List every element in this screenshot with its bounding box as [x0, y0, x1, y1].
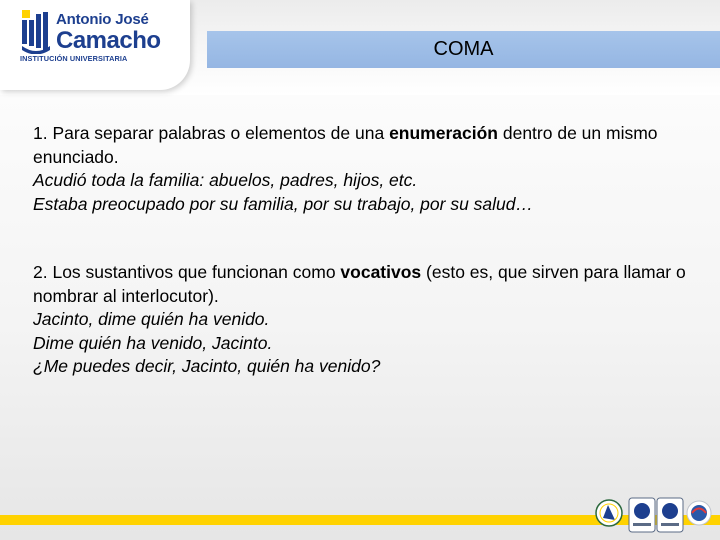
title-bar	[207, 31, 720, 68]
rule-2-example-1: Jacinto, dime quién ha venido.	[33, 309, 270, 329]
slide-content	[33, 122, 693, 379]
rule-2-keyword: vocativos	[340, 262, 422, 282]
rule-1-example-1: Acudió toda la familia: abuelos, padres, hijos, etc.	[33, 170, 418, 190]
rule-1-keyword: enumeración	[389, 123, 498, 143]
slide-title: COMA	[433, 38, 494, 60]
university-logo	[0, 0, 190, 90]
rule-2-example-3: ¿Me puedes decir, Jacinto, quién ha venido?	[33, 356, 381, 376]
rule-2-example-2: Dime quién ha venido, Jacinto.	[33, 332, 273, 353]
rule-1-example-2: Estaba preocupado por su familia, por su trabajo, por su salud…	[33, 193, 534, 214]
logo-name-line2: Camacho	[56, 27, 161, 54]
accreditation-seal-icon	[594, 496, 624, 536]
section-gap	[33, 216, 693, 261]
iqnet-certification-icon	[684, 496, 714, 536]
university-emblem-icon	[22, 10, 52, 54]
rule-2-statement: 2. Los sustantivos que funcionan como vocativos (esto es, que sirven para llamar o nombrar al interlocutor).	[33, 262, 686, 306]
logo-subtitle: INSTITUCIÓN UNIVERSITARIA	[20, 54, 128, 63]
logo-name-line1: Antonio José	[56, 11, 149, 28]
rule-1-statement: 1. Para separar palabras o elementos de una enumeración dentro de un mismo enunciado.	[33, 123, 658, 167]
iso-certification-icon	[656, 496, 686, 536]
quality-certification-icon	[628, 496, 658, 536]
